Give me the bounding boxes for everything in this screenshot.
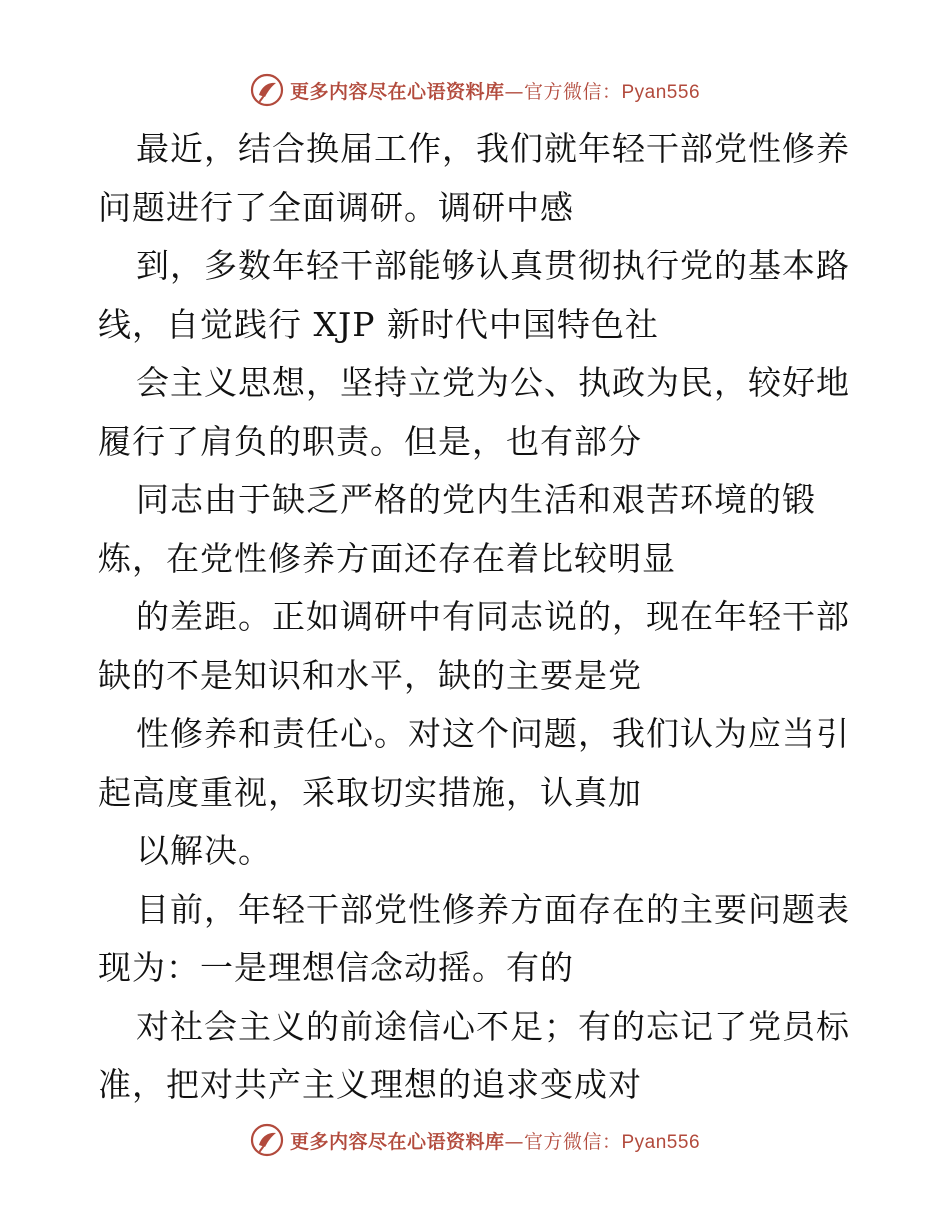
body-line: 性修养和责任心。对这个问题，我们认为应当引 [136, 714, 850, 753]
body-line: 现为：一是理想信念动摇。有的 [98, 948, 574, 987]
watermark-wechat-id: Pyan556 [621, 1131, 701, 1153]
body-line: 炼，在党性修养方面还存在着比较明显 [98, 538, 676, 578]
watermark-wechat-label: 官方微信： [523, 80, 622, 103]
body-line: 履行了肩负的职责。但是，也有部分 [98, 421, 642, 461]
body-line: 以解决。 [136, 831, 272, 870]
body-line: 的差距。正如调研中有同志说的，现在年轻干部 [136, 597, 850, 636]
body-line: 同志由于缺乏严格的党内生活和艰苦环境的锻 [136, 480, 816, 519]
body-line: 缺的不是知识和水平，缺的主要是党 [98, 655, 642, 695]
watermark-wechat-id: Pyan556 [621, 81, 701, 103]
watermark-dash: — [504, 80, 524, 103]
logo-icon [250, 1123, 284, 1157]
body-line: 线，自觉践行 XJP 新时代中国特色社 [98, 304, 659, 344]
document-body [98, 120, 858, 1115]
watermark-label: 更多内容尽在心语资料库 [289, 1130, 505, 1153]
body-line: 最近，结合换届工作，我们就年轻干部党性修养 [136, 129, 850, 168]
logo-icon [250, 73, 284, 107]
watermark-label: 更多内容尽在心语资料库 [289, 80, 505, 103]
body-line: 问题进行了全面调研。调研中感 [98, 187, 574, 227]
footer-watermark [0, 1120, 950, 1160]
body-line: 目前，年轻干部党性修养方面存在的主要问题表 [136, 889, 850, 929]
watermark-text [290, 77, 700, 104]
body-line: 起高度重视，采取切实措施，认真加 [98, 772, 642, 812]
watermark-wechat-label: 官方微信： [523, 1130, 622, 1153]
body-line: 对社会主义的前途信心不足；有的忘记了党员标 [136, 1006, 850, 1046]
body-line: 准，把对共产主义理想的追求变成对 [98, 1065, 642, 1104]
watermark-dash: — [504, 1130, 524, 1153]
header-watermark [0, 70, 950, 110]
body-line: 会主义思想，坚持立党为公、执政为民，较好地 [136, 363, 850, 402]
watermark-text [290, 1127, 700, 1154]
body-line: 到，多数年轻干部能够认真贯彻执行党的基本路 [136, 246, 850, 285]
